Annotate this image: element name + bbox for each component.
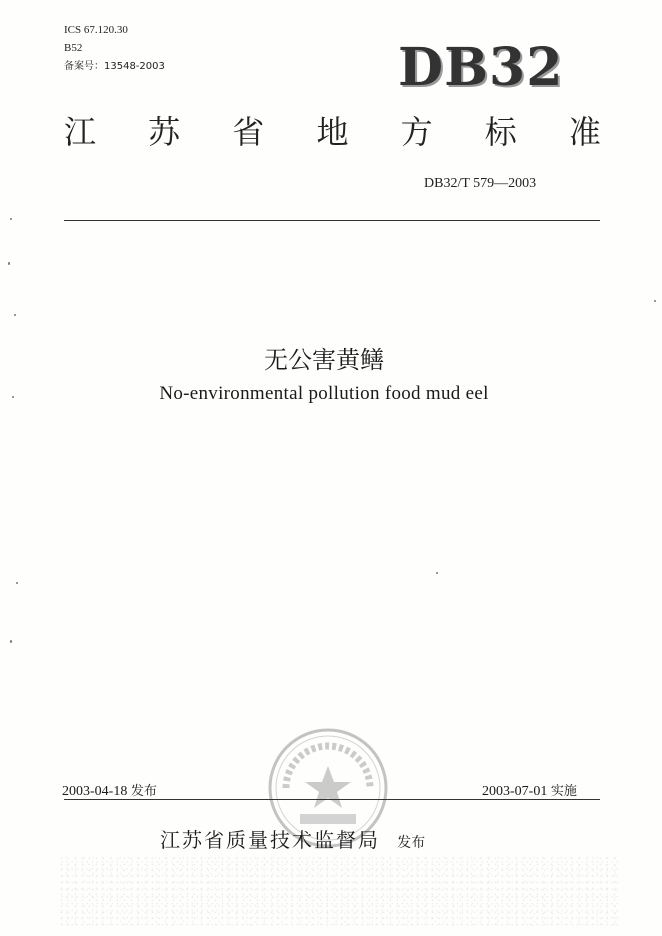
scan-speck bbox=[436, 572, 438, 574]
implementation-date-value: 2003-07-01 bbox=[482, 784, 548, 799]
record-number: 备案号：13548-2003 bbox=[64, 61, 165, 72]
publisher bbox=[160, 824, 425, 853]
title-char: 准 bbox=[568, 113, 601, 151]
scan-noise bbox=[60, 856, 620, 926]
scan-speck bbox=[16, 582, 18, 584]
scan-speck bbox=[654, 300, 656, 302]
header-divider bbox=[64, 220, 600, 221]
issue-date bbox=[62, 780, 157, 800]
document-title-chinese: 无公害黄鳝 bbox=[264, 346, 384, 374]
document-title-english: No-environmental pollution food mud eel bbox=[159, 383, 489, 404]
footer-divider bbox=[64, 799, 600, 800]
scan-speck bbox=[10, 218, 12, 220]
title-char: 江 bbox=[63, 113, 96, 151]
scan-speck bbox=[8, 262, 10, 265]
implementation-label: 实施 bbox=[550, 784, 577, 799]
standard-category-title bbox=[60, 112, 605, 152]
title-char: 方 bbox=[400, 113, 433, 151]
db32-logo: DB32 bbox=[398, 37, 564, 98]
publish-label: 发布 bbox=[397, 835, 426, 851]
scan-speck bbox=[10, 640, 12, 643]
scan-speck bbox=[14, 314, 16, 316]
classification-code: B52 bbox=[64, 42, 83, 54]
scan-speck bbox=[12, 396, 14, 398]
publisher-organization: 江苏省质量技术监督局 bbox=[160, 828, 380, 852]
title-char: 苏 bbox=[148, 113, 181, 151]
ics-code: ICS 67.120.30 bbox=[64, 24, 128, 36]
issue-label: 发布 bbox=[130, 784, 157, 799]
standard-code: DB32/T 579—2003 bbox=[424, 176, 537, 191]
issue-date-value: 2003-04-18 bbox=[62, 784, 128, 799]
title-char: 地 bbox=[316, 113, 349, 151]
title-char: 省 bbox=[232, 113, 265, 151]
title-char: 标 bbox=[484, 113, 517, 151]
implementation-date bbox=[482, 780, 577, 800]
